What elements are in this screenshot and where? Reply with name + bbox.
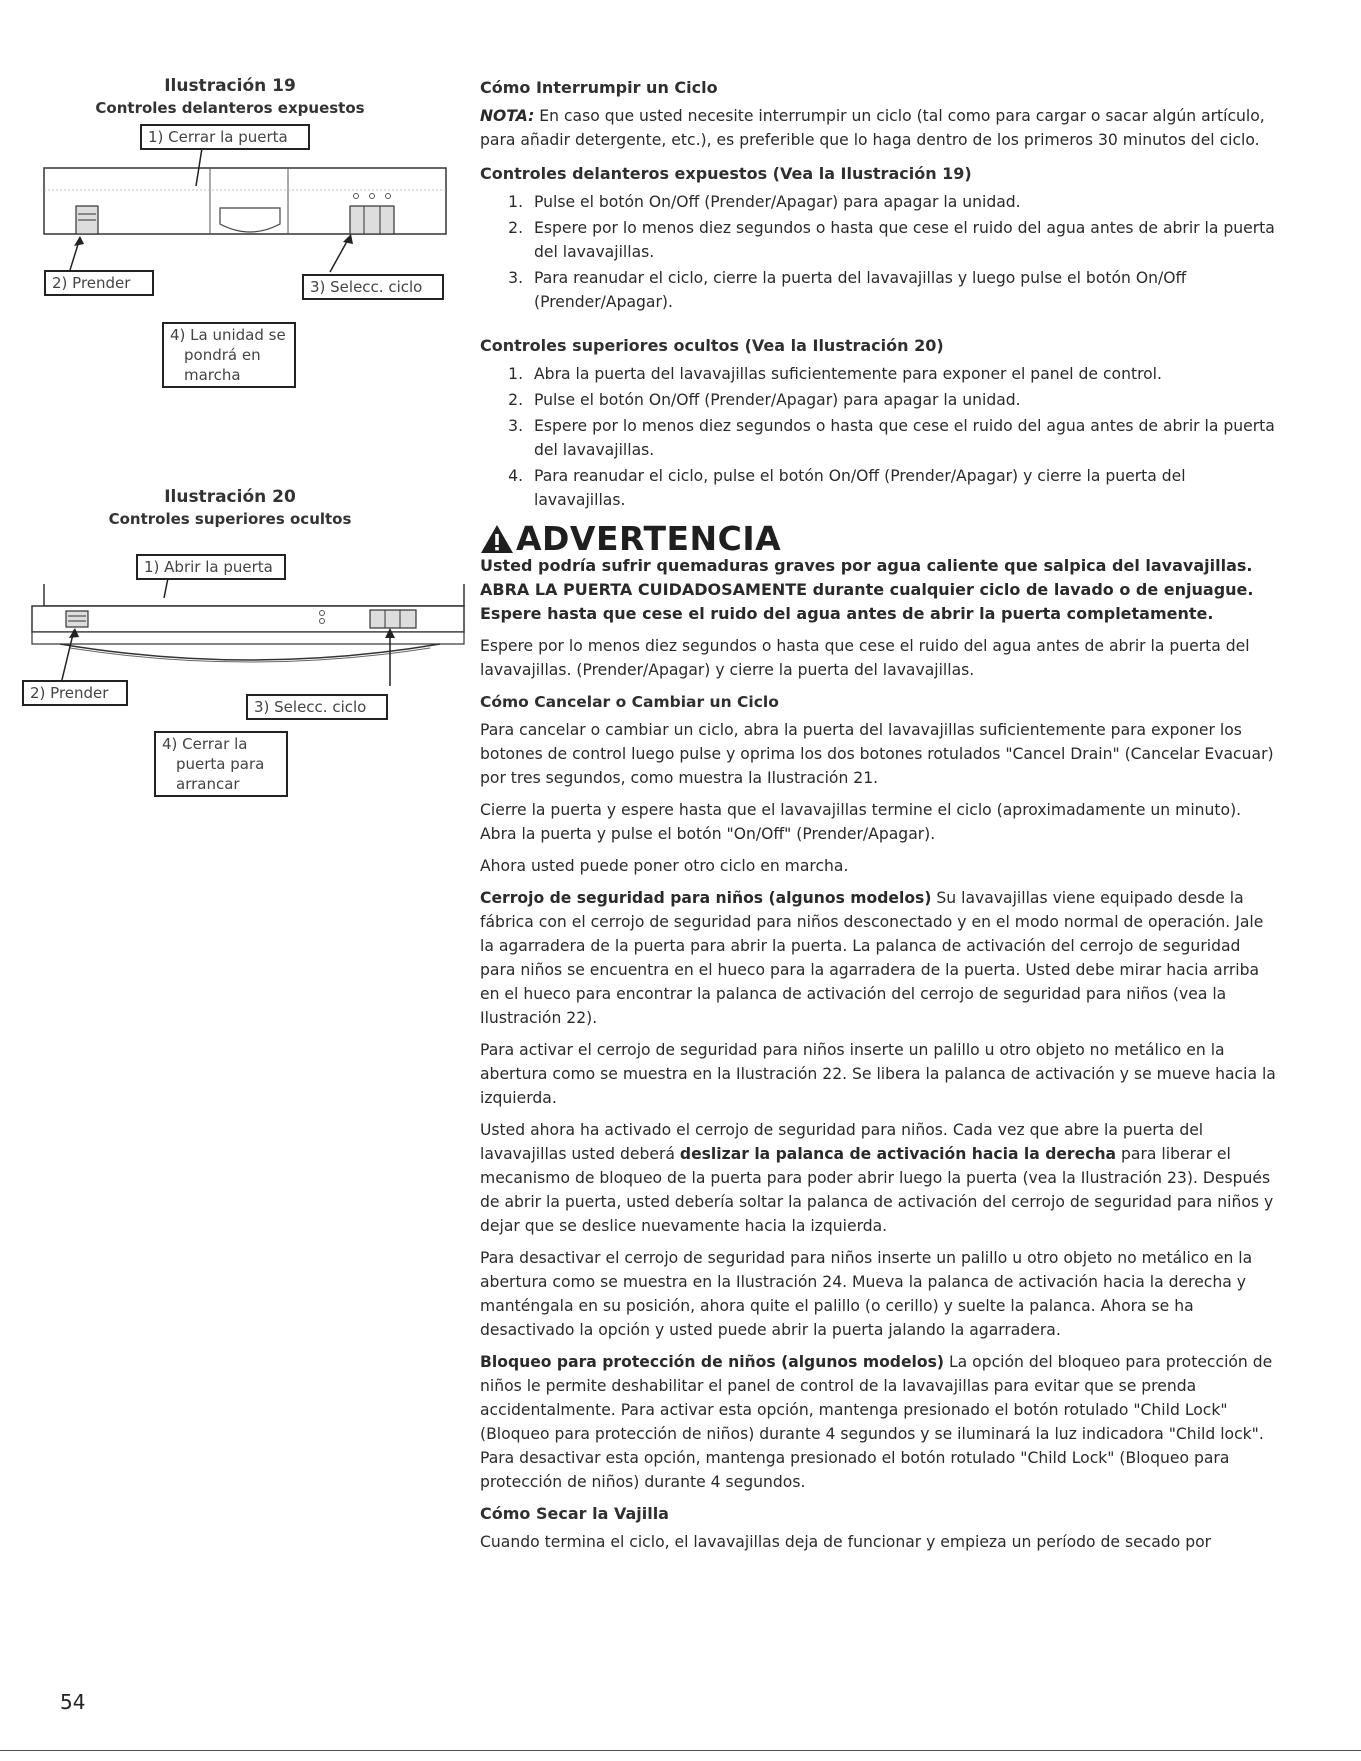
note-paragraph xyxy=(480,104,1280,152)
heading-top-controls: Controles superiores ocultos (Vea la Ilustración 20) xyxy=(480,336,944,355)
list-item: 2. Espere por lo menos diez segundos o hasta que cese el ruido del agua antes de abrir la puerta del lavavajillas. xyxy=(528,216,1280,264)
figure-19-subtitle: Controles delanteros expuestos xyxy=(95,99,365,117)
fig20-callout-close-to-start: 4) Cerrar la puerta para arrancar xyxy=(154,731,288,797)
safety-latch-lead: Cerrojo de seguridad para niños (algunos modelos) xyxy=(480,889,932,907)
cancel-paragraph-3: Ahora usted puede poner otro ciclo en marcha. xyxy=(480,857,849,875)
fig19-callout-unit-starts: 4) La unidad se pondrá en marcha xyxy=(162,322,296,388)
list-item: 3. Para reanudar el ciclo, cierre la puerta del lavavajillas y luego pulse el botón On/Off (Prender/Apagar). xyxy=(528,266,1280,314)
note-label: NOTA: xyxy=(480,107,535,125)
dry-paragraph: Cuando termina el ciclo, el lavavajillas deja de funcionar y empieza un período de secado por xyxy=(480,1533,1212,1551)
fig19-callout-close-door: 1) Cerrar la puerta xyxy=(140,124,310,150)
warning-title: ADVERTENCIA xyxy=(516,519,782,558)
list-item: 1. Pulse el botón On/Off (Prender/Apagar) para apagar la unidad. xyxy=(528,190,1280,214)
safety-latch-paragraph-3 xyxy=(480,1118,1280,1238)
warning-follow-up: Espere por lo menos diez segundos o hasta que cese el ruido del agua antes de abrir la puerta del lavavajillas. (Prender/Apagar) y cierre la puerta del lavavajillas. xyxy=(480,637,1250,679)
note-text: En caso que usted necesite interrumpir un ciclo (tal como para cargar o sacar algún artículo, para añadir detergente, etc.), es preferible que lo haga dentro de los primeros 30 minutos del ciclo. xyxy=(480,107,1265,149)
fig19-callout-select-cycle: 3) Selecc. ciclo xyxy=(302,274,444,300)
figure-20-subtitle: Controles superiores ocultos xyxy=(108,510,352,528)
fig20-callout-power-on: 2) Prender xyxy=(22,680,128,706)
warning-triangle-icon xyxy=(480,524,514,554)
heading-interrupt-cycle: Cómo Interrumpir un Ciclo xyxy=(480,78,718,97)
warning-body: Usted podría sufrir quemaduras graves por agua caliente que salpica del lavavajillas. ABRA LA PUERTA CUIDADOSAMENTE durante cualquier ciclo de lavado o de enjuague. Espere hasta que cese el ruido del agua antes de abrir la puerta completamente. xyxy=(480,556,1254,623)
child-lock-text: La opción del bloqueo para protección de niños le permite deshabilitar el panel de control de la lavavajillas para evitar que se prenda accidentalmente. Para activar esta opción, mantenga presionado el botón rotulado "Child Lock" (Bloqueo para protección de niños) durante 4 segundos y se iluminará la luz indicadora "Child lock". Para desactivar esta opción, mantenga presionado el botón rotulado "Child Lock" (Bloqueo para protección de niños) durante 4 segundos. xyxy=(480,1353,1273,1491)
heading-front-controls: Controles delanteros expuestos (Vea la Ilustración 19) xyxy=(480,164,972,183)
child-lock-lead: Bloqueo para protección de niños (algunos modelos) xyxy=(480,1353,945,1371)
list-item: 1. Abra la puerta del lavavajillas suficientemente para exponer el panel de control. xyxy=(528,362,1280,386)
figure-20-label: Ilustración 20 xyxy=(164,487,296,507)
safety-latch-text-3b: deslizar la palanca de activación hacia la derecha xyxy=(679,1145,1117,1163)
main-text-column xyxy=(480,76,1280,1562)
fig20-callout-open-door: 1) Abrir la puerta xyxy=(136,554,286,580)
front-controls-steps xyxy=(480,190,1280,314)
list-item: 4. Para reanudar el ciclo, pulse el botón On/Off (Prender/Apagar) y cierre la puerta del lavavajillas. xyxy=(528,464,1280,512)
list-item: 3. Espere por lo menos diez segundos o hasta que cese el ruido del agua antes de abrir la puerta del lavavajillas. xyxy=(528,414,1280,462)
heading-dry-dishes: Cómo Secar la Vajilla xyxy=(480,1504,669,1523)
list-item: 2. Pulse el botón On/Off (Prender/Apagar) para apagar la unidad. xyxy=(528,388,1280,412)
fig20-callout-select-cycle: 3) Selecc. ciclo xyxy=(246,694,388,720)
child-lock-paragraph xyxy=(480,1350,1280,1494)
top-controls-steps xyxy=(480,362,1280,512)
safety-latch-paragraph-1 xyxy=(480,886,1280,1030)
bottom-rule xyxy=(0,1750,1361,1751)
fig19-callout-power-on: 2) Prender xyxy=(44,270,154,296)
safety-latch-text-1: Su lavavajillas viene equipado desde la fábrica con el cerrojo de seguridad para niños desconectado y en el modo normal de operación. Jale la agarradera de la puerta para abrir la puerta. La palanca de activación del cerrojo de seguridad para niños se encuentra en el hueco para la agarradera de la puerta. Usted debe mirar hacia arriba en el hueco para encontrar la palanca de activación del cerrojo de seguridad para niños (vea la Ilustración 22). xyxy=(480,889,1264,1027)
warning-heading xyxy=(480,519,1280,558)
page-number: 54 xyxy=(60,1690,86,1714)
safety-latch-paragraph-4: Para desactivar el cerrojo de seguridad para niños inserte un palillo u otro objeto no metálico en la abertura como se muestra en la Ilustración 24. Mueva la palanca de activación hacia la derecha y manténgala en su posición, ahora quite el palillo (o cerillo) y suelte la palanca. Ahora se ha desactivado la opción y usted puede abrir la puerta jalando la agarradera. xyxy=(480,1249,1253,1339)
cancel-paragraph-2: Cierre la puerta y espere hasta que el lavavajillas termine el ciclo (aproximadamente un minuto). Abra la puerta y pulse el botón "On/Off" (Prender/Apagar). xyxy=(480,801,1242,843)
safety-latch-text-3a: Usted ahora ha activado el cerrojo de seguridad para niños. Cada vez que abre la puerta del lavavajillas usted deberá xyxy=(480,1121,1204,1163)
safety-latch-text-3c: para liberar el mecanismo de bloqueo de la puerta para poder abrir luego la puerta (vea la Ilustración 23). Después de abrir la puerta, usted debería soltar la palanca de activación del cerrojo de seguridad para niños y dejar que se deslice nuevamente hacia la izquierda. xyxy=(480,1145,1274,1235)
safety-latch-paragraph-2: Para activar el cerrojo de seguridad para niños inserte un palillo u otro objeto no metálico en la abertura como se muestra en la Ilustración 22. Se libera la palanca de activación y se mueve hacia la izquierda. xyxy=(480,1041,1276,1107)
cancel-paragraph-1: Para cancelar o cambiar un ciclo, abra la puerta del lavavajillas suficientemente para exponer los botones de control luego pulse y oprima los dos botones rotulados "Cancel Drain" (Cancelar Evacuar) por tres segundos, como muestra la Ilustración 21. xyxy=(480,721,1274,787)
figure-19-label: Ilustración 19 xyxy=(164,76,296,96)
heading-cancel-cycle: Cómo Cancelar o Cambiar un Ciclo xyxy=(480,693,779,711)
